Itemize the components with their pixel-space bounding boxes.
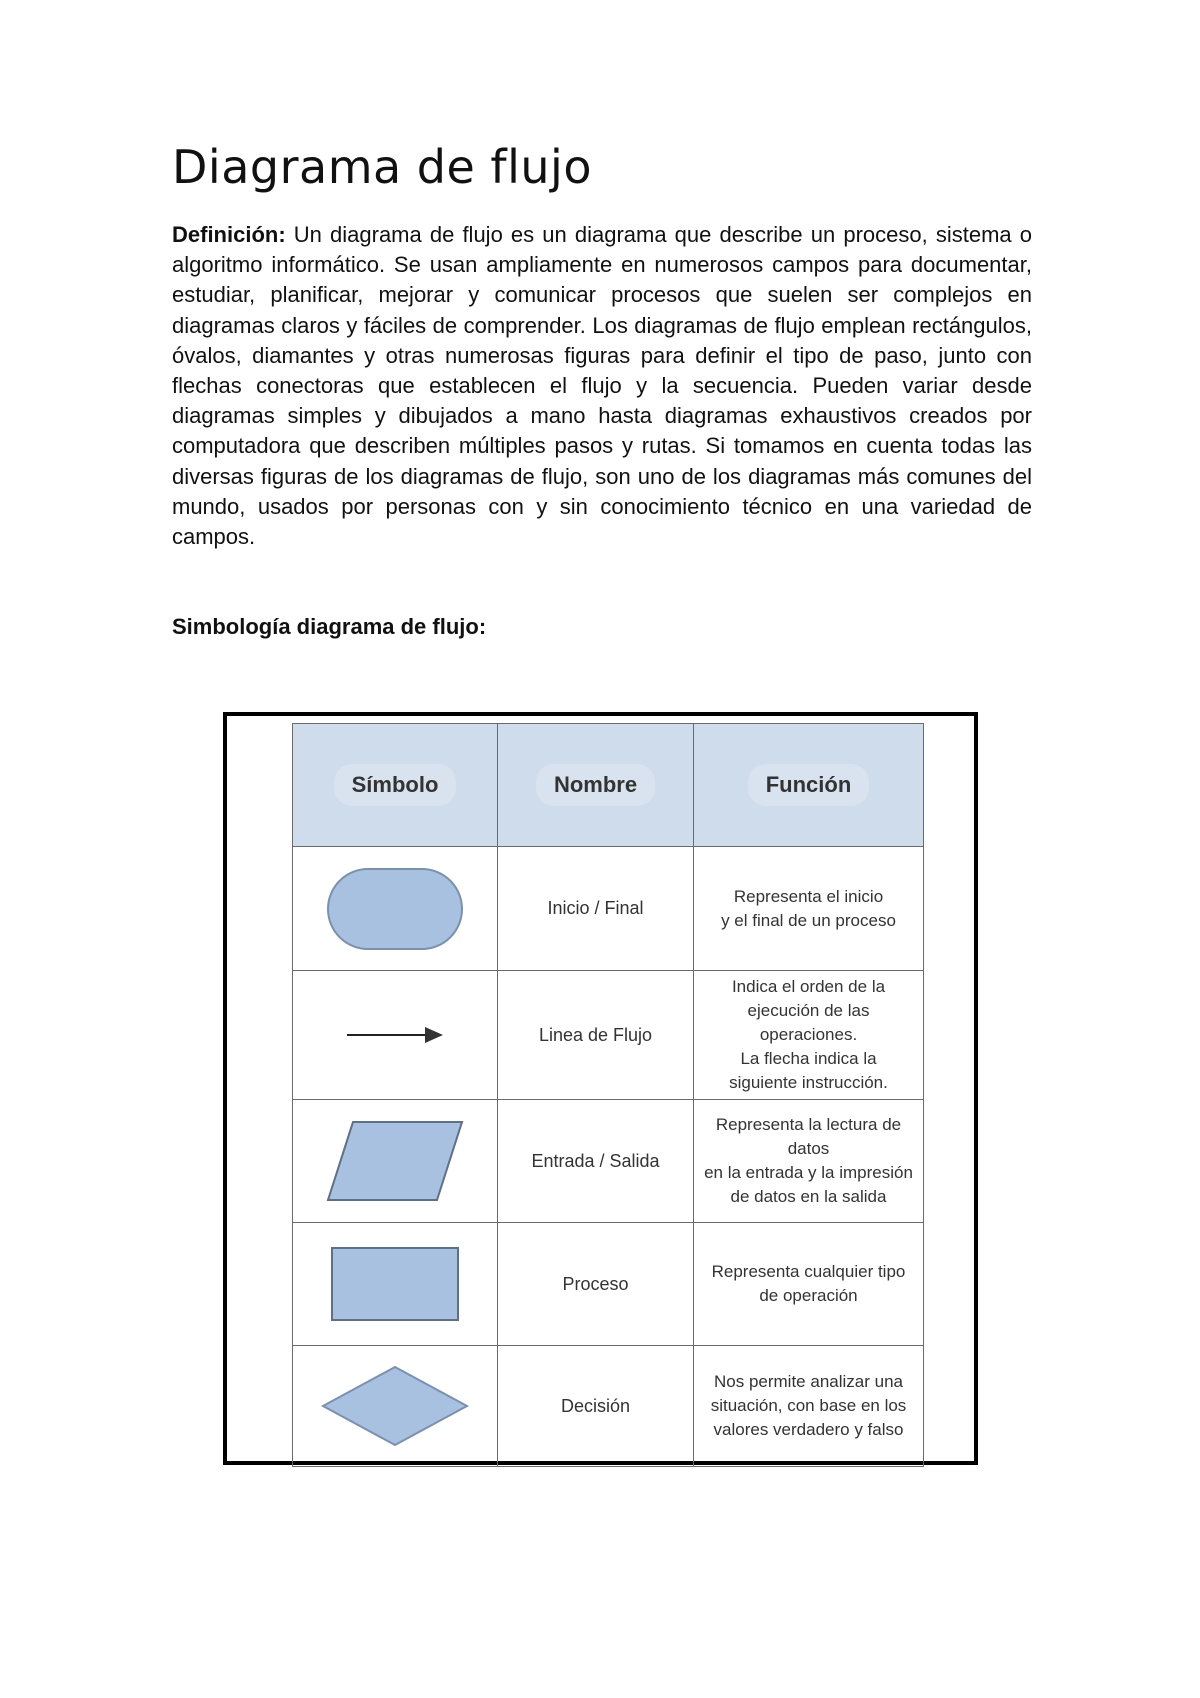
input-output-parallelogram-icon: [325, 1119, 465, 1203]
flow-arrow-icon: [345, 1023, 445, 1047]
symbology-subtitle: Simbología diagrama de flujo:: [172, 614, 487, 639]
header-function: Función: [694, 724, 924, 847]
table-header-row: [293, 724, 924, 847]
symbol-cell: [293, 1223, 498, 1346]
page-title: Diagrama de flujo: [172, 140, 592, 194]
decision-diamond-icon: [320, 1364, 470, 1448]
function-cell: Representa cualquier tipo de operación: [694, 1223, 924, 1346]
symbology-figure: [223, 712, 978, 1465]
name-cell: Proceso: [498, 1223, 694, 1346]
table-row: [293, 1223, 924, 1346]
name-cell: Entrada / Salida: [498, 1100, 694, 1223]
table-row: [293, 1100, 924, 1223]
definition-paragraph: [172, 220, 1032, 552]
header-name: Nombre: [498, 724, 694, 847]
definition-text: Un diagrama de flujo es un diagrama que describe un proceso, sistema o algoritmo informático. Se usan ampliamente en numerosos campos para documentar, estudiar, planificar, mejorar y comunicar procesos que suelen ser complejos en diagramas claros y fáciles de comprender. Los diagramas de flujo emplean rectángulos, óvalos, diamantes y otras numerosas figuras para definir el tipo de paso, junto con flechas conectoras que establecen el flujo y la secuencia. Pueden variar desde diagramas simples y dibujados a mano hasta diagramas exhaustivos creados por computadora que describen múltiples pasos y rutas. Si tomamos en cuenta todas las diversas figuras de los diagramas de flujo, son uno de los diagramas más comunes del mundo, usados por personas con y sin conocimiento técnico en una variedad de campos.: [172, 222, 1032, 550]
table-row: [293, 1346, 924, 1467]
function-cell: Nos permite analizar una situación, con base en los valores verdadero y falso: [694, 1346, 924, 1467]
symbol-cell: [293, 971, 498, 1100]
name-cell: Inicio / Final: [498, 847, 694, 971]
symbol-cell: [293, 847, 498, 971]
function-cell: Indica el orden de la ejecución de las operaciones. La flecha indica la siguiente instrucción.: [694, 971, 924, 1100]
function-cell: Representa el inicio y el final de un proceso: [694, 847, 924, 971]
name-cell: Decisión: [498, 1346, 694, 1467]
terminal-oval-icon: [325, 866, 465, 952]
header-symbol: Símbolo: [293, 724, 498, 847]
table-row: [293, 971, 924, 1100]
table-row: [293, 847, 924, 971]
definition-label: Definición:: [172, 222, 286, 247]
function-cell: Representa la lectura de datos en la entrada y la impresión de datos en la salida: [694, 1100, 924, 1223]
symbology-table: [292, 723, 924, 1467]
process-rectangle-icon: [329, 1245, 461, 1323]
symbol-cell: [293, 1346, 498, 1467]
name-cell: Linea de Flujo: [498, 971, 694, 1100]
symbol-cell: [293, 1100, 498, 1223]
